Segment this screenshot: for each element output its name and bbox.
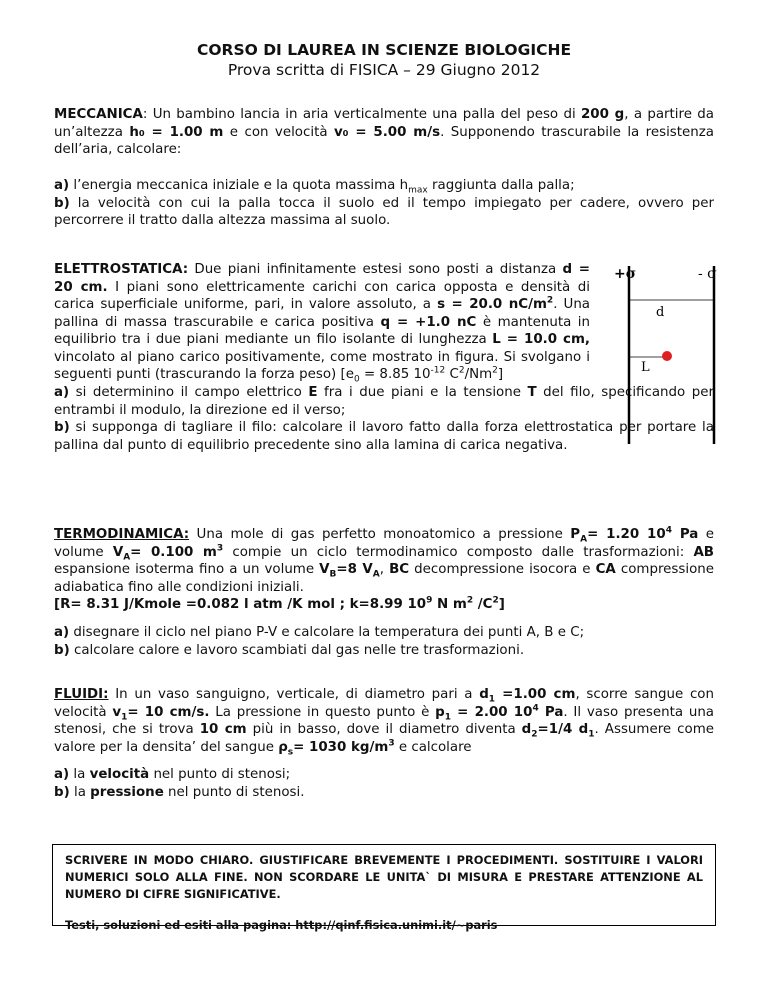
constants-line: [R= 8.31 J/Kmole =0.082 l atm /K mol ; k=8.99 $10^9$ N $m^2$ $/C^2$] <box>54 595 505 612</box>
meccanica-problem: MECCANICA: Un bambino lancia in aria verticalmente una palla del peso di 200 g, a partire da un’altezza h₀ = 1.00 m e con velocità v₀ = 5.00 m/s. Supponendo trascurabile la resistenza dell’aria, calcolare: <box>54 107 714 157</box>
thread-length-label: L <box>641 360 650 375</box>
section-label-meccanica: MECCANICA <box>54 107 143 122</box>
section-label-termodinamica: TERMODINAMICA: <box>54 527 190 542</box>
charged-ball <box>662 351 672 361</box>
positive-plate-label: +σ <box>614 266 637 282</box>
termodinamica-questions: a) disegnare il ciclo nel piano P-V e calcolare la temperatura dei punti A, B e C; b) calcolare calore e lavoro scambiati dal gas nelle tre trasformazioni. <box>54 625 585 658</box>
termodinamica-problem: TERMODINAMICA: Una mole di gas perfetto monoatomico a pressione $P_A= 1.20$ $10^4$ Pa e volume $V_A= 0.100$ $m^3$ compie un ciclo termodinamico composto dalle trasformazioni: AB espansione isoterma fino a un volume $V_B=8$ $V_A$, BC decompressione isocora e CA compressione adiabatica fino alle condizioni iniziali. [R= 8.31 J/Kmole =0.082 l atm /K mol ; k=8.99 $10^9$ N $m^2$ $/C^2$] <box>54 525 715 612</box>
meccanica-questions: a) l’energia meccanica iniziale e la quota massima $h_{max}$ raggiunta dalla palla; b) la velocità con cui la palla tocca il suolo ed il tempo impiegato per cadere, ovvero per percorrere il tratto dalla altezza massima al suolo. <box>54 178 714 228</box>
fluidi-questions: a) la velocità nel punto di stenosi; b) la pressione nel punto di stenosi. <box>54 767 305 800</box>
instructions-box <box>52 844 716 932</box>
fluidi-problem: FLUIDI: In un vaso sanguigno, verticale, di diametro pari a $d_1 =1.00$ cm, scorre sangue con velocità $v_1= 10$ cm/s. La pressione in questo punto è $p_1 = 2.00$ $10^4$ Pa. Il vaso presenta una stenosi, che si trova 10 cm più in basso, dove il diametro diventa $d_2=1/4$ $d_1$. Assumere come valore per la densita’ del sangue $\rho_s= 1030$ $kg/m^3$ e calcolare <box>54 687 715 758</box>
section-label-fluidi: FLUIDI: <box>54 687 109 702</box>
section-label-elettrostatica: ELETTROSTATICA: <box>54 262 189 277</box>
results-link[interactable]: Testi, soluzioni ed esiti alla pagina: http://qinf.fisica.unimi.it/~paris <box>65 918 498 932</box>
negative-plate-label: - σ <box>698 266 717 282</box>
capacitor-plates-figure <box>608 256 728 446</box>
distance-label: d <box>656 305 665 320</box>
exam-subtitle: Prova scritta di FISICA – 29 Giugno 2012 <box>227 61 541 79</box>
elettrostatica-problem: ELETTROSTATICA: Due piani infinitamente estesi sono posti a distanza d = 20 cm. I piani sono elettricamente carichi con carica opposta e densità di carica superficiale uniforme, pari, in valore assoluto, a s = 20.0 $nC/m^2$. Una pallina di massa trascurabile e carica positiva q = +1.0 nC è mantenuta in equilibrio tra i due piani mediante un filo isolante di lunghezza L = 10.0 cm, vincolato al piano carico positivamente, come mostrato in figura. Si svolgano i seguenti punti (trascurando la forza peso) [$e_0 = 8.85$ $10^{-12}$ $C^2/Nm^2$] <box>54 262 591 385</box>
instructions-text: SCRIVERE IN MODO CHIARO. GIUSTIFICARE BREVEMENTE I PROCEDIMENTI. SOSTITUIRE I VALORI NUMERICI SOLO ALLA FINE. NON SCORDARE LE UNITA` DI MISURA E PRESTARE ATTENZIONE AL NUMERO DI CIFRE SIGNIFICATIVE. <box>65 853 703 901</box>
course-title: CORSO DI LAUREA IN SCIENZE BIOLOGICHE <box>196 41 572 59</box>
elettrostatica-questions: a) si determinino il campo elettrico E fra i due piani e la tensione T del filo, specificando per entrambi il modulo, la direzione ed il verso; b) si supponga di tagliare il filo: calcolare il lavoro fatto dalla forza elettrostatica per portare la pallina dal punto di equilibrio precedente sino alla lamina di carica negativa. <box>54 385 715 453</box>
